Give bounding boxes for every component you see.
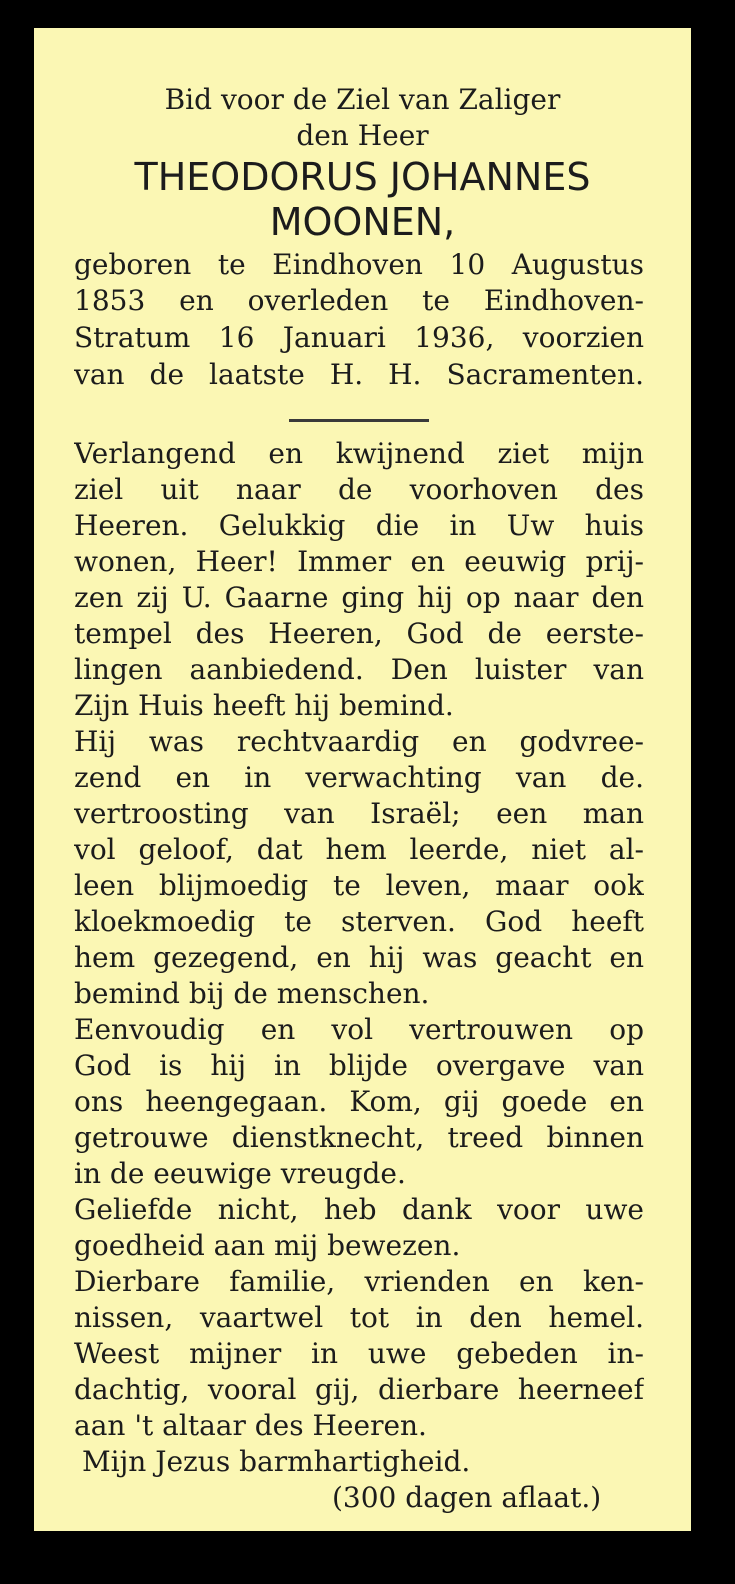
- text-line: Weest mijner in uwe gebeden in-: [74, 1340, 644, 1370]
- text-line: leen blijmoedig te leven, maar ook: [74, 872, 644, 902]
- bio-line: van de laatste H. H. Sacramenten.: [74, 361, 644, 391]
- text-line: Mijn Jezus barmhartigheid.: [82, 1445, 471, 1478]
- text-line: getrouwe dienstknecht, treed binnen: [74, 1124, 644, 1154]
- text-line: Dierbare familie, vrienden en ken-: [74, 1268, 644, 1298]
- text-line: Geliefde nicht, heb dank voor uwe: [74, 1196, 644, 1226]
- indulgence-note: (300 dagen aflaat.): [332, 1481, 602, 1514]
- deceased-name-line-2: MOONEN,: [269, 200, 456, 244]
- text-line: kloekmoedig te sterven. God heeft: [74, 908, 644, 938]
- text-line: God is hij in blijde overgave van: [74, 1052, 644, 1082]
- prayer-header-line-1: Bid voor de Ziel van Zaliger: [164, 83, 561, 116]
- text-line: Verlangend en kwijnend ziet mijn: [74, 440, 644, 470]
- text-line: zend en in verwachting van de.: [74, 764, 644, 794]
- deceased-name-line-1: THEODORUS JOHANNES: [134, 155, 591, 199]
- text-line: in de eeuwige vreugde.: [74, 1157, 406, 1190]
- text-line: wonen, Heer! Immer en eeuwig prij-: [74, 548, 644, 578]
- text-line: Zijn Huis heeft hij bemind.: [74, 689, 454, 722]
- text-line: Hij was rechtvaardig en godvree-: [74, 728, 644, 758]
- text-line: goedheid aan mij bewezen.: [74, 1229, 461, 1262]
- memorial-card: [34, 28, 691, 1531]
- bio-line: Stratum 16 Januari 1936, voorzien: [74, 324, 644, 354]
- text-line: Eenvoudig en vol vertrouwen op: [74, 1016, 644, 1046]
- text-line: hem gezegend, en hij was geacht en: [74, 944, 644, 974]
- prayer-header-line-2: den Heer: [296, 119, 429, 152]
- text-line: aan 't altaar des Heeren.: [74, 1409, 427, 1442]
- text-line: vol geloof, dat hem leerde, niet al-: [74, 836, 644, 866]
- section-divider: [289, 419, 429, 422]
- text-line: ons heengegaan. Kom, gij goede en: [74, 1088, 644, 1118]
- bio-line: geboren te Eindhoven 10 Augustus: [74, 251, 644, 281]
- text-line: zen zij U. Gaarne ging hij op naar den: [74, 584, 644, 614]
- text-line: lingen aanbiedend. Den luister van: [74, 656, 644, 686]
- text-line: vertroosting van Israël; een man: [74, 800, 644, 830]
- text-line: tempel des Heeren, God de eerste-: [74, 620, 644, 650]
- text-line: bemind bij de menschen.: [74, 977, 430, 1010]
- bio-line: 1853 en overleden te Eindhoven-: [74, 287, 644, 317]
- text-line: Heeren. Gelukkig die in Uw huis: [74, 512, 644, 542]
- text-line: dachtig, vooral gij, dierbare heerneef: [74, 1376, 644, 1406]
- text-line: ziel uit naar de voorhoven des: [74, 476, 644, 506]
- text-line: nissen, vaartwel tot in den hemel.: [74, 1304, 644, 1334]
